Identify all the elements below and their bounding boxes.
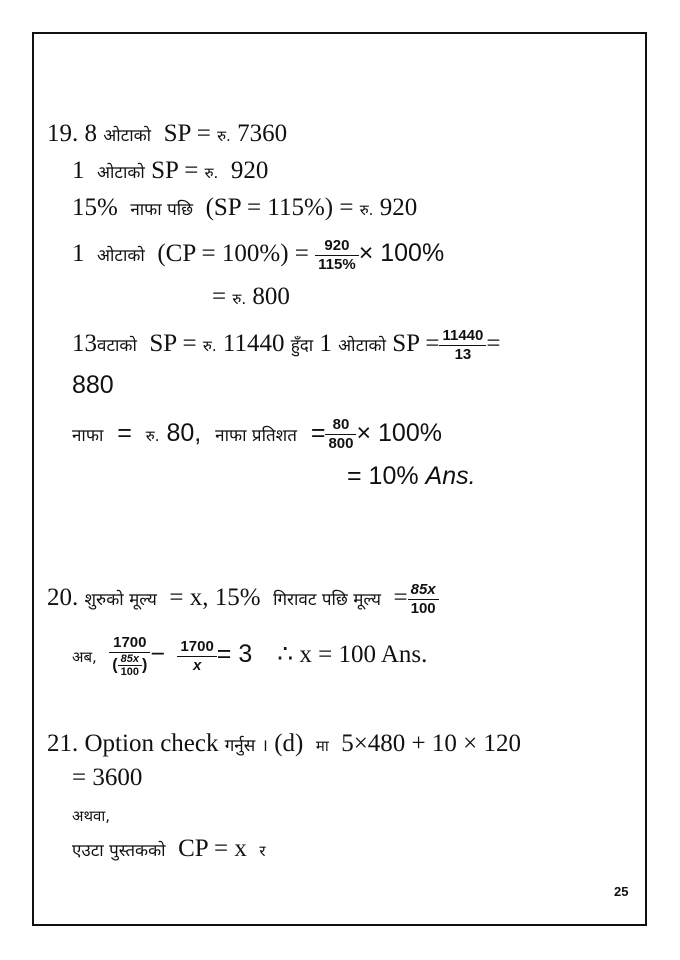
fraction-denominator: 100 [410,599,436,617]
paren: ( [112,656,118,674]
inner-fraction [118,653,142,678]
q19-line-8 [72,411,442,458]
q19-line-1 [47,119,287,151]
expression: SP = [149,330,203,357]
value: 1 [72,240,85,267]
fraction-numerator: 85x [118,653,142,666]
nepali-word: हुँदा [290,336,314,356]
answer: x = 100 Ans. [299,641,428,668]
fraction [439,327,486,364]
nepali-word: र [259,842,266,860]
fraction-numerator: 1700 [109,634,150,653]
nepali-word: गर्नुस [224,736,256,756]
option-label: (d) [274,730,304,757]
fraction-denominator: 13 [454,345,472,363]
fraction-numerator: 11440 [439,327,486,346]
q19-line-2 [72,156,268,188]
q19-line-7 [72,370,114,400]
nepali-word: शुरुको मूल्य [84,590,157,610]
value: 920 [379,194,418,221]
fraction [408,581,439,618]
currency: रु. [204,164,219,182]
q19-line-9 [347,461,476,491]
expression: = [393,584,408,611]
therefore-symbol: ∴ [277,641,294,668]
nepali-word: नाफा [72,426,104,446]
fraction-denominator: 800 [328,434,354,452]
expression: 5×480 + 10 × 120 [341,730,522,757]
value: 15% [72,194,118,221]
nepali-word: ओटाको [103,126,152,146]
q20-line-1 [47,576,439,622]
fraction [325,416,356,453]
fraction-numerator: 80 [325,416,356,435]
q21-line-2 [72,763,142,793]
fraction-denominator: x [192,656,202,674]
fraction-numerator: 85x [408,581,439,600]
expression: = [212,283,233,310]
fraction [177,638,216,675]
danda: । [261,736,268,756]
value: 880 [72,371,114,399]
nepali-word: ओटाको [338,336,386,356]
expression: = 3 [216,640,253,668]
value: 1 [319,330,332,357]
q21-line-4 [72,834,265,866]
q20-line-2 [72,626,427,685]
expression: (SP = 115%) = [205,194,360,221]
nepali-word: नाफा प्रतिशत [215,426,297,446]
q21-line-1 [47,729,521,761]
value: 13 [72,330,97,357]
nepali-word: ओटाको [97,246,145,266]
expression: = [117,419,132,447]
expression: = x, 15% [169,584,261,611]
nepali-word: अब, [72,648,97,666]
minus-sign: − [150,640,165,668]
fraction-denominator: 115% [318,255,356,273]
q19-line-3 [72,193,417,225]
question-number: 21. Option check [47,730,219,757]
value: 7360 [237,120,288,147]
q19-line-5 [212,282,290,314]
expression: = [486,330,501,357]
answer-label: Ans. [425,462,476,490]
nepali-word: वटाको [97,336,137,356]
value: 920 [230,157,269,184]
value: 1 [72,157,85,184]
expression: = 10% [347,462,426,490]
fraction [109,634,150,678]
q21-line-3 [72,799,110,831]
paren: ) [141,656,148,674]
expression: × 100% [358,239,445,267]
expression: (CP = 100%) = [157,240,316,267]
nepali-word: मा [315,737,329,755]
currency: रु. [232,290,247,308]
question-number: 19. 8 [47,120,97,147]
expression: = 3600 [72,764,143,791]
nepali-word: गिरावट पछि मूल्य [273,590,382,610]
page-number: 25 [614,884,629,899]
q19-line-6 [72,322,500,368]
fraction-denominator [109,653,150,678]
expression: CP = x [178,835,247,862]
currency: रु. [202,337,217,355]
value: 800 [252,283,290,310]
nepali-word: अथवा, [72,807,111,825]
expression: SP = [392,330,440,357]
currency: रु. [359,201,374,219]
q19-line-4 [72,231,444,278]
nepali-word: नाफा पछि [130,200,194,220]
value: 80, [166,419,202,447]
expression: SP = [151,157,205,184]
question-number: 20. [47,584,79,611]
expression: = [310,419,326,447]
value: 11440 [222,330,285,357]
currency: रु. [217,127,231,145]
fraction-numerator: 1700 [177,638,216,657]
expression: × 100% [356,419,442,447]
fraction-numerator: 920 [315,237,359,256]
fraction [315,237,359,274]
fraction-denominator: 100 [120,666,139,679]
expression: SP = [163,120,218,147]
nepali-word: ओटाको [97,163,145,183]
nepali-word: एउटा पुस्तकको [72,841,166,861]
currency: रु. [145,427,160,445]
